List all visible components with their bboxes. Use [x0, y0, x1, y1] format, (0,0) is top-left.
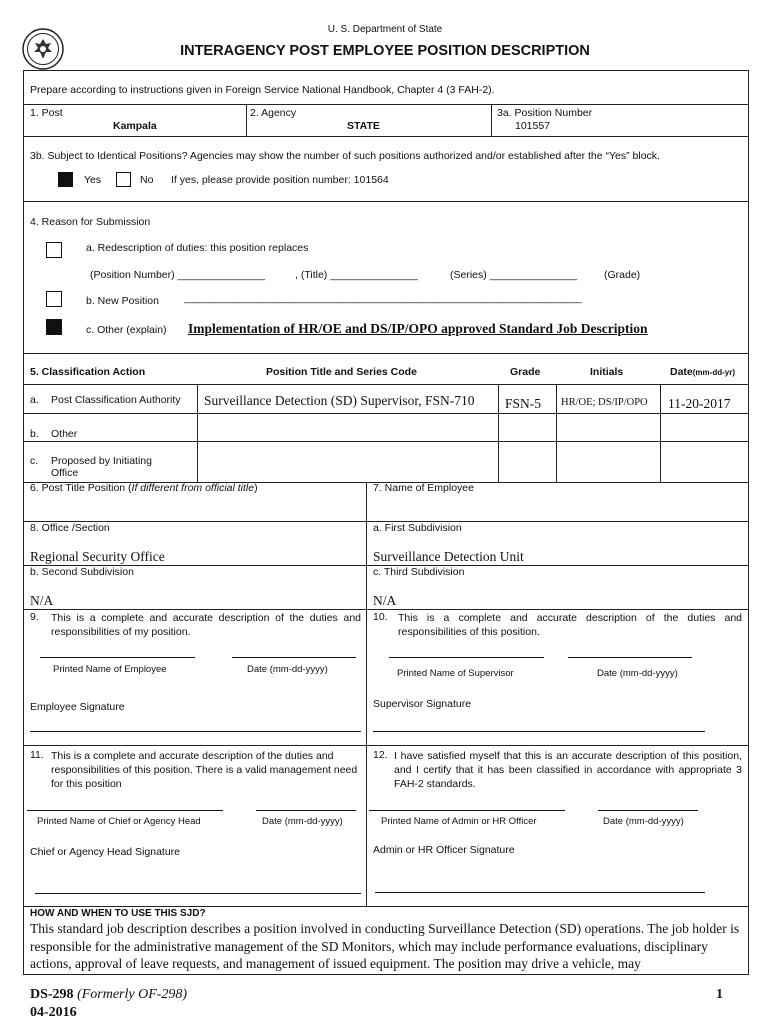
date-header-label: Date	[670, 366, 693, 378]
position-number-value[interactable]: 101557	[515, 120, 551, 132]
yes-checkbox[interactable]	[58, 172, 73, 187]
row-a-letter: a.	[30, 394, 39, 406]
row-a-grade[interactable]: FSN-5	[505, 396, 542, 411]
row-c-label-2: Office	[51, 467, 79, 479]
employee-signature-label: Employee Signature	[30, 701, 125, 713]
cert-9-text: This is a complete and accurate description of the duties and responsibilities of my position.	[51, 612, 361, 638]
date-header	[670, 366, 735, 378]
cert-11-date: Date (mm-dd-yyyy)	[262, 816, 343, 827]
no-label: No	[140, 174, 154, 186]
chief-signature-label: Chief or Agency Head Signature	[30, 846, 181, 858]
third-subdivision-value[interactable]: N/A	[373, 593, 397, 608]
row-b-label: Other	[51, 428, 78, 440]
form-revision-date: 04-2016	[30, 1005, 77, 1020]
post-title-label-end: )	[254, 482, 258, 494]
second-subdivision-value[interactable]: N/A	[30, 593, 54, 608]
post-value[interactable]: Kampala	[113, 120, 157, 132]
reason-a-label: a. Redescription of duties: this position replaces	[86, 242, 309, 254]
first-subdivision-value[interactable]: Surveillance Detection Unit	[373, 549, 524, 564]
initials-header: Initials	[590, 366, 624, 378]
reason-c-value[interactable]: Implementation of HR/OE and DS/IP/OPO approved Standard Job Description	[188, 321, 648, 336]
office-section-value[interactable]: Regional Security Office	[30, 549, 165, 564]
reason-label: 4. Reason for Submission	[30, 216, 151, 228]
form-id: DS-298	[30, 987, 74, 1002]
reason-b-checkbox[interactable]	[46, 291, 62, 307]
agency-label: 2. Agency	[250, 107, 297, 119]
post-title-label-start: 6. Post Title Position (	[30, 482, 132, 494]
identical-position-number[interactable]: If yes, please provide position number: 101564	[171, 174, 389, 186]
cert-10-printed-name: Printed Name of Supervisor	[397, 668, 514, 679]
chief-signature-line[interactable]	[35, 893, 361, 894]
cert-12-date: Date (mm-dd-yyyy)	[603, 816, 684, 827]
position-title-series-header: Position Title and Series Code	[266, 366, 417, 378]
instructions-text: Prepare according to instructions given in Foreign Service National Handbook, Chapter 4 (3 FAH-2).	[30, 84, 495, 96]
row-c-letter: c.	[30, 455, 39, 467]
reason-a-title[interactable]: , (Title) _______________	[295, 269, 418, 281]
reason-a-position-number[interactable]: (Position Number) _______________	[90, 269, 266, 281]
reason-b-line[interactable]: ________________________________________________________________________________	[184, 293, 581, 304]
yes-label: Yes	[84, 174, 102, 186]
cert-9-number: 9.	[30, 611, 39, 623]
row-c-label-1: Proposed by Initiating	[51, 455, 152, 467]
cert-12-printed-name: Printed Name of Admin or HR Officer	[381, 816, 537, 827]
cert-9-printed-name: Printed Name of Employee	[53, 664, 167, 675]
identical-positions-label: 3b. Subject to Identical Positions? Agencies may show the number of such positions authorized and/or established after the “Yes” block.	[30, 150, 660, 162]
post-title-label-italic: If different from official title	[131, 482, 255, 494]
cert-10-number: 10.	[373, 611, 388, 623]
admin-signature-line[interactable]	[375, 892, 705, 893]
admin-signature-label: Admin or HR Officer Signature	[373, 844, 515, 856]
cert-11-text: This is a complete and accurate description of the duties and responsibilities of this position. There is a valid management need for this position	[51, 750, 358, 790]
form-identifier	[30, 987, 187, 1003]
third-subdivision-label: c. Third Subdivision	[373, 566, 465, 578]
page-number: 1	[716, 987, 723, 1002]
no-checkbox[interactable]	[116, 172, 131, 187]
date-header-format: (mm-dd-yr)	[692, 368, 735, 377]
sjd-body: This standard job description describes a position involved in conducting Surveillance Detection (SD) operations. The job holder is responsible for the administrative management of the SD Monitors, which may include performance evaluations, disciplinary actions, approval of leave requests, and management of issued equipment. The position may drive a vehicle, may	[30, 921, 740, 971]
frame-right	[748, 70, 749, 975]
form-formerly: (Formerly OF-298)	[77, 987, 188, 1002]
row-a-position-title[interactable]: Surveillance Detection (SD) Supervisor, FSN-710	[204, 393, 475, 408]
row-a-date[interactable]: 11-20-2017	[668, 396, 731, 411]
row-a-label: Post Classification Authority	[51, 394, 181, 406]
cert-10-text: This is a complete and accurate description of the duties and responsibilities of this position.	[398, 612, 742, 638]
supervisor-signature-label: Supervisor Signature	[373, 698, 472, 710]
reason-a-checkbox[interactable]	[46, 242, 62, 258]
cert-11-number: 11.	[30, 749, 44, 761]
agency-value[interactable]: STATE	[347, 120, 380, 132]
department-label: U. S. Department of State	[327, 24, 443, 35]
employee-name-label: 7. Name of Employee	[373, 482, 474, 494]
reason-a-grade[interactable]: (Grade)	[604, 269, 641, 281]
second-subdivision-label: b. Second Subdivision	[30, 566, 134, 578]
office-section-label: 8. Office /Section	[30, 522, 110, 534]
reason-a-series[interactable]: (Series) _______________	[450, 269, 578, 281]
cert-12-number: 12.	[373, 749, 388, 761]
first-subdivision-label: a. First Subdivision	[373, 522, 462, 534]
row-b-letter: b.	[30, 428, 39, 440]
reason-b-label: b. New Position	[86, 295, 159, 307]
employee-signature-line[interactable]	[30, 731, 361, 732]
reason-c-label: c. Other (explain)	[86, 324, 167, 336]
frame-left	[23, 70, 24, 975]
classification-action-header: 5. Classification Action	[30, 366, 146, 378]
grade-header: Grade	[510, 366, 541, 378]
position-number-label: 3a. Position Number	[497, 107, 593, 119]
post-title-position-label	[30, 482, 258, 494]
reason-c-checkbox[interactable]	[46, 319, 62, 335]
form-title: INTERAGENCY POST EMPLOYEE POSITION DESCRIPTION	[180, 43, 590, 59]
post-label: 1. Post	[30, 107, 63, 119]
cert-10-date: Date (mm-dd-yyyy)	[597, 668, 678, 679]
cert-11-printed-name: Printed Name of Chief or Agency Head	[37, 816, 201, 827]
supervisor-signature-line[interactable]	[373, 731, 705, 732]
row-a-initials[interactable]: HR/OE; DS/IP/OPO	[561, 397, 648, 408]
cert-12-text: I have satisfied myself that this is an accurate description of this position, and I certify that it has been classified in accordance with appropriate 3 FAH-2 standards.	[394, 750, 742, 790]
cert-9-date: Date (mm-dd-yyyy)	[247, 664, 328, 675]
sjd-heading: HOW AND WHEN TO USE THIS SJD?	[30, 908, 206, 919]
